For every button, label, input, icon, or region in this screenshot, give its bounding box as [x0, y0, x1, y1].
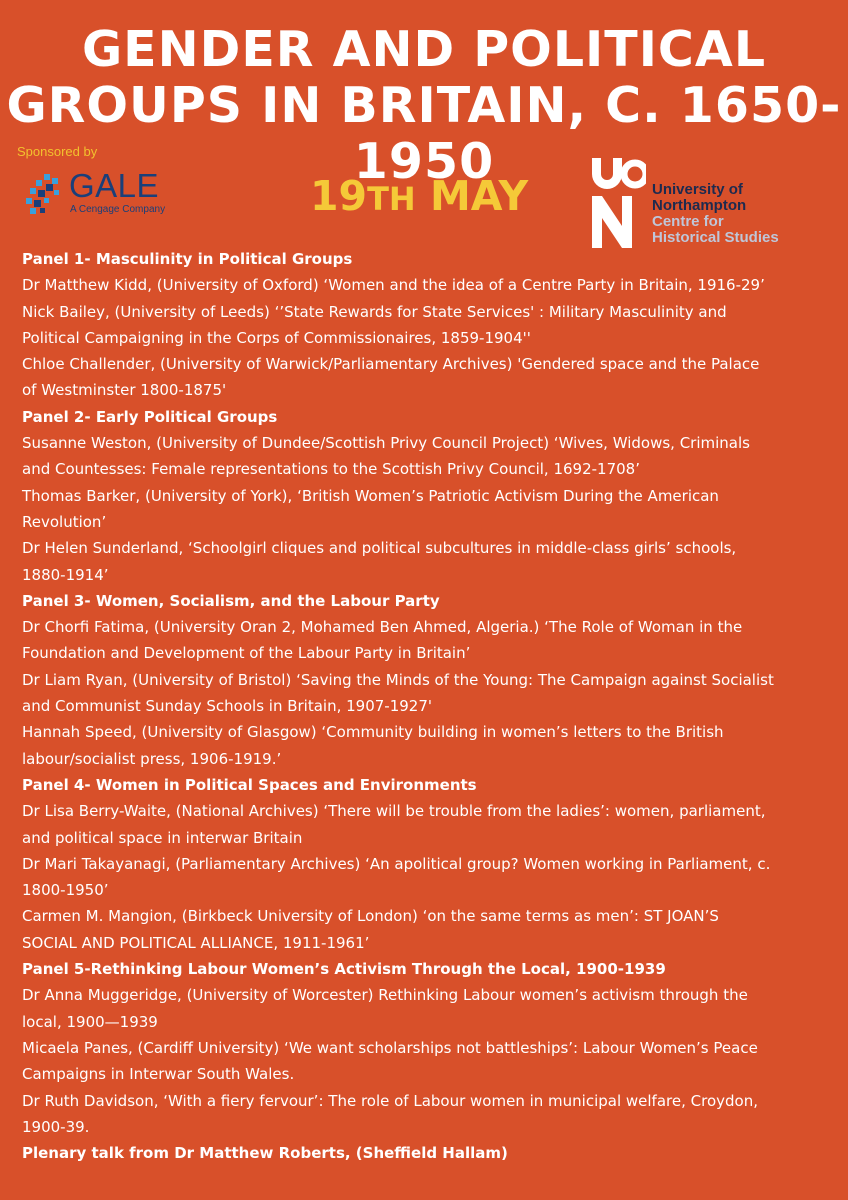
programme-line: Chloe Challender, (University of Warwick/Parliamentary Archives) 'Gendered space and the Palace	[22, 355, 760, 374]
uon-line-3: Centre for	[652, 213, 724, 230]
programme-line: 1880-1914’	[22, 565, 109, 584]
panel-heading: Panel 4- Women in Political Spaces and Environments	[22, 775, 477, 794]
sponsored-by-label: Sponsored by	[17, 144, 98, 159]
uon-mark-icon	[588, 156, 646, 250]
programme-line: of Westminster 1800-1875'	[22, 381, 227, 400]
panel-heading: Plenary talk from Dr Matthew Roberts, (Sheffield Hallam)	[22, 1144, 508, 1163]
programme-line: Political Campaigning in the Corps of Commissionaires, 1859-1904''	[22, 328, 531, 347]
programme-line: Dr Helen Sunderland, ‘Schoolgirl cliques and political subcultures in middle-class girls’ schools,	[22, 539, 737, 558]
event-date	[310, 172, 528, 223]
programme-line: and Communist Sunday Schools in Britain, 1907-1927'	[22, 697, 433, 716]
programme-line: Dr Ruth Davidson, ‘With a fiery fervour’: The role of Labour women in municipal welfare, Croydon,	[22, 1091, 758, 1110]
uon-name	[652, 182, 779, 246]
programme-line: Foundation and Development of the Labour Party in Britain’	[22, 644, 471, 663]
poster-title: GENDER AND POLITICAL GROUPS IN BRITAIN, C. 1650-1950	[6, 21, 842, 190]
uon-line-1: University of	[652, 181, 743, 198]
gale-tagline: A Cengage Company	[70, 204, 166, 215]
panel-heading: Panel 5-Rethinking Labour Women’s Activism Through the Local, 1900-1939	[22, 960, 666, 979]
programme-line: Dr Lisa Berry-Waite, (National Archives) ‘There will be trouble from the ladies’: women, parliament,	[22, 802, 766, 821]
programme-line: Dr Liam Ryan, (University of Bristol) ‘Saving the Minds of the Young: The Campaign against Socialist	[22, 670, 774, 689]
date-suffix: TH	[367, 180, 416, 218]
gale-name: GALE	[69, 167, 160, 204]
programme-line: Dr Matthew Kidd, (University of Oxford) ‘Women and the idea of a Centre Party in Britain, 1916-29’	[22, 276, 765, 295]
programme-line: Susanne Weston, (University of Dundee/Scottish Privy Council Project) ‘Wives, Widows, Criminals	[22, 434, 750, 453]
programme-line: Dr Mari Takayanagi, (Parliamentary Archives) ‘An apolitical group? Women working in Parliament, c.	[22, 854, 771, 873]
gale-mark-icon	[24, 172, 68, 216]
programme-list	[22, 246, 842, 1166]
programme-line: Nick Bailey, (University of Leeds) ‘’State Rewards for State Services' : Military Masculinity and	[22, 302, 727, 321]
uon-line-2: Northampton	[652, 197, 747, 214]
programme-line: Carmen M. Mangion, (Birkbeck University of London) ‘on the same terms as men’: ST JOAN’S	[22, 907, 719, 926]
uon-line-4: Historical Studies	[652, 229, 779, 246]
programme-line: Dr Anna Muggeridge, (University of Worcester) Rethinking Labour women’s activism through the	[22, 986, 748, 1005]
date-month: MAY	[429, 172, 529, 220]
panel-heading: Panel 3- Women, Socialism, and the Labour Party	[22, 591, 440, 610]
programme-line: Hannah Speed, (University of Glasgow) ‘Community building in women’s letters to the British	[22, 723, 724, 742]
programme-line: 1800-1950’	[22, 881, 109, 900]
panel-heading: Panel 2- Early Political Groups	[22, 407, 278, 426]
programme-line: labour/socialist press, 1906-1919.’	[22, 749, 282, 768]
programme-line: SOCIAL AND POLITICAL ALLIANCE, 1911-1961’	[22, 933, 370, 952]
programme-line: local, 1900—1939	[22, 1012, 158, 1031]
programme-line: Revolution’	[22, 512, 107, 531]
uon-logo	[588, 156, 828, 252]
programme-line: Thomas Barker, (University of York), ‘British Women’s Patriotic Activism During the American	[22, 486, 719, 505]
date-day: 19	[310, 172, 368, 220]
programme-line: Campaigns in Interwar South Wales.	[22, 1065, 295, 1084]
programme-line: Micaela Panes, (Cardiff University) ‘We want scholarships not battleships’: Labour Women’s Peace	[22, 1038, 758, 1057]
programme-line: Dr Chorfi Fatima, (University Oran 2, Mohamed Ben Ahmed, Algeria.) ‘The Role of Woman in the	[22, 618, 743, 637]
programme-line: and political space in interwar Britain	[22, 828, 303, 847]
panel-heading: Panel 1- Masculinity in Political Groups	[22, 250, 353, 268]
gale-logo	[24, 168, 174, 220]
programme-line: 1900-39.	[22, 1117, 90, 1136]
programme-line: and Countesses: Female representations to the Scottish Privy Council, 1692-1708’	[22, 460, 640, 479]
